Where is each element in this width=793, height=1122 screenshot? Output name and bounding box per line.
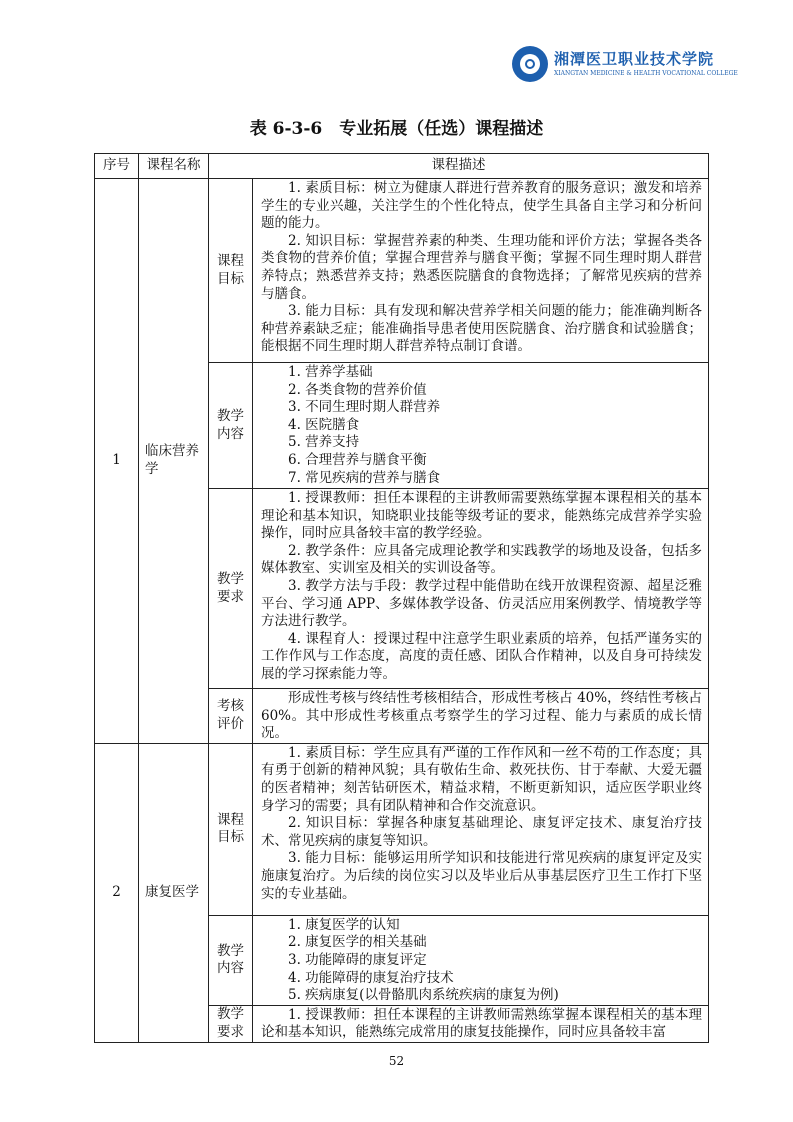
content-label: 教学内容	[209, 915, 253, 1005]
evaluation-cell	[253, 689, 709, 744]
table-title: 表 6-3-6 专业拓展（任选）课程描述	[249, 119, 544, 139]
content-item: 3. 不同生理时期人群营养	[288, 399, 441, 416]
goal-item: 3. 能力目标：能够运用所学知识和技能进行常见疾病的康复评定及实施康复治疗。为后续的岗位实习以及毕业后从事基层医疗卫生工作打下坚实的专业基础。	[261, 850, 702, 902]
course-no: 2	[95, 743, 139, 1042]
table-row	[95, 179, 709, 363]
course-name: 康复医学	[139, 743, 209, 1042]
content-cell	[253, 915, 709, 1005]
evaluation-label: 考核评价	[209, 689, 253, 744]
goal-item: 2. 知识目标：掌握营养素的种类、生理功能和评价方法；掌握各类各类食物的营养价值；掌握合理营养与膳食平衡；掌握不同生理时期人群营养特点；熟悉营养支持；熟悉医院膳食的食物选择；了解常见疾病的营养与膳食。	[261, 232, 702, 302]
content-item: 1. 营养学基础	[288, 364, 373, 380]
content-item: 2. 康复医学的相关基础	[288, 934, 427, 951]
requirement-item: 3. 教学方法与手段：教学过程中能借助在线开放课程资源、超星泛雅平台、学习通 APP、多媒体教学设备、仿灵活应用案例教学、情境教学等方法进行教学。	[261, 577, 702, 630]
header-no: 序号	[95, 154, 139, 179]
content-label: 教学内容	[209, 363, 253, 489]
content-item: 5. 营养支持	[288, 434, 360, 451]
header-description: 课程描述	[209, 154, 709, 179]
goals-label: 课程目标	[209, 743, 253, 915]
evaluation-text: 形成性考核与终结性考核相结合，形成性考核占 40%，终结性考核占 60%。其中形成性考核重点考察学生的学习过程、能力与素质的成长情况。	[261, 690, 702, 742]
content-item: 1. 康复医学的认知	[288, 916, 400, 933]
content-item: 2. 各类食物的营养价值	[288, 381, 427, 398]
course-description-table	[94, 153, 709, 1043]
logo-chinese-name: 湘潭医卫职业技术学院	[554, 50, 715, 68]
goal-item: 3. 能力目标：具有发现和解决营养学相关问题的能力；能准确判断各种营养素缺乏症；能准确指导患者使用医院膳食、治疗膳食和试验膳食；能根据不同生理时期人群营养特点制订食谱。	[261, 303, 702, 355]
header-course-name: 课程名称	[139, 154, 209, 179]
requirements-label: 教学要求	[209, 1005, 253, 1042]
goal-item: 2. 知识目标：掌握各种康复基础理论、康复评定技术、康复治疗技术、常见疾病的康复等知识。	[261, 815, 702, 849]
requirement-item: 1. 授课教师：担任本课程的主讲教师需熟练掌握本课程相关的基本理论和基本知识，能熟练完成常用的康复技能操作，同时应具备较丰富	[261, 1006, 702, 1041]
requirement-item: 4. 课程育人：授课过程中注意学生职业素质的培养，包括严谨务实的工作作风与工作态度，高度的责任感、团队合作精神，以及自身可持续发展的学习探索能力等。	[261, 630, 702, 682]
goals-label: 课程目标	[209, 179, 253, 363]
goals-cell	[253, 743, 709, 915]
content-item: 7. 常见疾病的营养与膳食	[288, 469, 441, 486]
content-cell	[253, 363, 709, 489]
requirement-item: 1. 授课教师：担任本课程的主讲教师需要熟练掌握本课程相关的基本理论和基本知识，知晓职业技能等级考证的要求，能熟练完成营养学实验操作，同时应具备较丰富的教学经验。	[261, 490, 702, 542]
table-header-row	[95, 154, 709, 179]
page-number: 52	[388, 1053, 405, 1068]
requirements-cell	[253, 1005, 709, 1042]
requirements-label: 教学要求	[209, 489, 253, 689]
course-name: 临床营养学	[139, 179, 209, 744]
content-item: 4. 功能障碍的康复治疗技术	[288, 969, 454, 986]
content-item: 4. 医院膳食	[288, 416, 360, 433]
goal-item: 1. 素质目标：学生应具有严谨的工作作风和一丝不苟的工作态度；具有勇于创新的精神风貌；具有敬佑生命、救死扶伤、甘于奉献、大爱无疆的医者精神；刻苦钻研医术，精益求精，不断更新知识，适应医学职业终身学习的需要；具有团队精神和合作交流意识。	[261, 744, 702, 814]
content-item: 6. 合理营养与膳食平衡	[288, 451, 427, 468]
goal-item: 1. 素质目标：树立为健康人群进行营养教育的服务意识；激发和培养学生的专业兴趣，关注学生的个性化特点，使学生具备自主学习和分析问题的能力。	[261, 180, 702, 232]
content-item: 3. 功能障碍的康复评定	[288, 951, 427, 968]
logo-english-name: XIANGTAN MEDICINE & HEALTH VOCATIONAL COLLEGE	[554, 70, 738, 77]
content-item: 5. 疾病康复(以骨骼肌肉系统疾病的康复为例)	[288, 987, 559, 1004]
requirement-item: 2. 教学条件：应具备完成理论教学和实践教学的场地及设备，包括多媒体教室、实训室及相关的实训设备等。	[261, 542, 702, 577]
course-no: 1	[95, 179, 139, 744]
table-row	[95, 743, 709, 915]
goals-cell	[253, 179, 709, 363]
requirements-cell	[253, 489, 709, 689]
